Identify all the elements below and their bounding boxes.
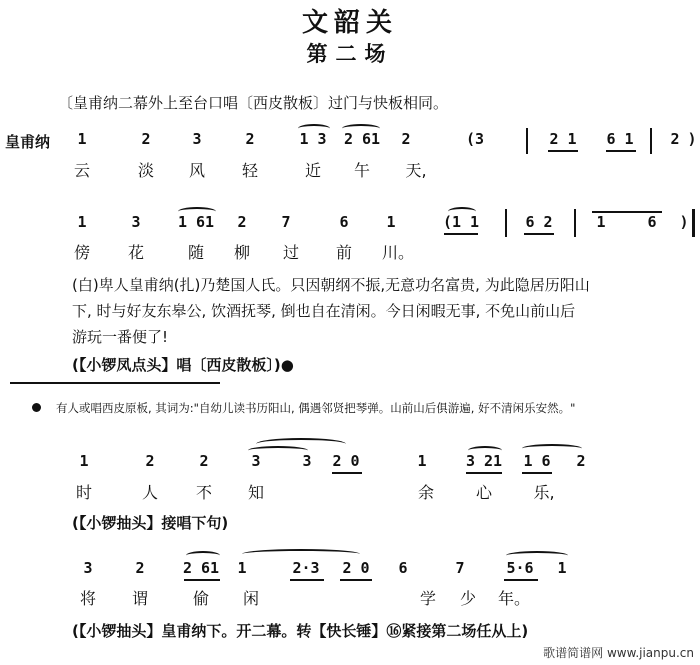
note: 2·3 — [292, 559, 320, 577]
bar-line — [505, 209, 507, 237]
lyric: 天, — [405, 161, 427, 180]
role-name: 皇甫纳 — [5, 133, 51, 151]
note: 6 1 — [606, 130, 634, 148]
note: 2 — [576, 452, 586, 470]
lyric-line-2 — [0, 240, 700, 270]
lyric: 知 — [247, 483, 265, 502]
footnote-separator — [10, 382, 220, 384]
slur — [468, 446, 502, 455]
note: 1 — [79, 452, 89, 470]
note: 3 — [302, 452, 312, 470]
note: (3 — [465, 130, 485, 148]
note: 1 — [596, 213, 606, 231]
watermark: 歌谱简谱网 www.jianpu.cn — [543, 646, 694, 660]
slur — [448, 207, 476, 216]
lyric: 前 — [335, 243, 353, 262]
note: 7 — [281, 213, 291, 231]
lyric: 川。 — [381, 243, 415, 262]
note: ) — [687, 130, 697, 148]
note: 2 61 — [182, 559, 220, 577]
slur — [506, 551, 568, 560]
bar-line — [574, 209, 576, 237]
lyric: 谓 — [131, 589, 149, 608]
underline — [606, 150, 636, 152]
score-line-3 — [0, 452, 700, 482]
note: 3 — [131, 213, 141, 231]
lyric: 傍 — [73, 243, 91, 262]
lyric: 柳 — [233, 243, 251, 262]
opera-title: 文韶关 — [301, 8, 398, 38]
final-direction: (【小锣抽头】皇甫纳下。开二幕。转【快长锤】⑯紧接第二场任从上) — [72, 622, 529, 640]
lyric: 时 — [75, 483, 93, 502]
note: 3 21 — [465, 452, 503, 470]
note: 1 — [557, 559, 567, 577]
lyric-line-4 — [0, 586, 700, 616]
bar-line — [526, 128, 528, 154]
lyric: 心 — [475, 483, 493, 502]
underline — [332, 472, 362, 474]
lyric-line-1 — [0, 158, 700, 188]
music-cue: (【小锣凤点头】唱〔西皮散板〕)● — [72, 356, 294, 374]
note: 2 — [145, 452, 155, 470]
note: 3 — [83, 559, 93, 577]
lyric: 轻 — [241, 161, 259, 180]
note: 6 2 — [525, 213, 553, 231]
note: 1 3 — [299, 130, 327, 148]
footnote: 有人或唱西皮原板, 其词为:"自幼儿读书历阳山, 偶遇邻贤把琴弹。山前山后俱游遍, 好不清闲乐安然。" — [56, 401, 576, 415]
lyric: 淡 — [137, 161, 155, 180]
slur — [178, 207, 216, 216]
note: 6 — [398, 559, 408, 577]
note: 6 — [647, 213, 657, 231]
note: 5·6 — [506, 559, 534, 577]
note: 2 — [135, 559, 145, 577]
score-line-2 — [0, 213, 700, 243]
slur — [242, 549, 360, 559]
note: 1 6 — [523, 452, 551, 470]
slur — [342, 124, 380, 133]
note: 2 — [141, 130, 151, 148]
lyric: 不 — [195, 483, 213, 502]
underline — [466, 472, 502, 474]
note: 1 — [386, 213, 396, 231]
underline — [184, 579, 220, 581]
scene-title: 第二场 — [306, 42, 394, 66]
note: 2 1 — [549, 130, 577, 148]
score-line-1 — [0, 130, 700, 160]
slur — [248, 446, 308, 455]
lyric: 偷 — [192, 589, 210, 608]
note: (1 1 — [442, 213, 480, 231]
lyric: 人 — [141, 483, 159, 502]
underline — [524, 233, 554, 235]
lyric-line-3 — [0, 480, 700, 510]
note: 7 — [455, 559, 465, 577]
slur — [298, 124, 330, 133]
underline — [340, 579, 372, 581]
speech-line-2: 下, 时与好友东皋公, 饮酒抚琴, 倒也自在清闲。今日闲暇无事, 不免山前山后 — [72, 302, 576, 320]
note: 3 — [192, 130, 202, 148]
lyric: 少 — [459, 589, 477, 608]
note: 1 — [77, 130, 87, 148]
note: 1 61 — [177, 213, 215, 231]
lyric: 近 — [304, 161, 322, 180]
underline — [592, 211, 662, 213]
bar-line — [692, 209, 695, 237]
note: 1 — [237, 559, 247, 577]
note: 2 — [670, 130, 680, 148]
lyric: 余 — [417, 483, 435, 502]
underline — [504, 579, 538, 581]
note: 1 — [417, 452, 427, 470]
score-line-4 — [0, 559, 700, 589]
underline — [548, 150, 578, 152]
note: 2 0 — [332, 452, 360, 470]
note: ) — [679, 213, 689, 231]
lyric: 风 — [188, 161, 206, 180]
lyric: 花 — [127, 243, 145, 262]
note: 2 — [245, 130, 255, 148]
lyric: 午 — [353, 161, 371, 180]
lyric: 闲 — [242, 589, 260, 608]
lyric: 将 — [79, 589, 97, 608]
lyric: 学 — [419, 589, 437, 608]
slur — [522, 444, 582, 453]
note: 1 — [77, 213, 87, 231]
bar-line — [650, 128, 652, 154]
speech-line-3: 游玩一番便了! — [72, 328, 169, 346]
lyric: 年。 — [497, 589, 531, 608]
lyric: 随 — [187, 243, 205, 262]
slur — [186, 551, 220, 560]
note: 2 61 — [343, 130, 381, 148]
lyric: 云 — [73, 161, 91, 180]
underline — [444, 233, 478, 235]
underline — [290, 579, 324, 581]
note: 6 — [339, 213, 349, 231]
note: 2 — [401, 130, 411, 148]
cue-line-2: (【小锣抽头】接唱下句) — [72, 514, 229, 532]
note: 2 — [199, 452, 209, 470]
stage-direction: 〔皇甫纳二幕外上至台口唱〔西皮散板〕过门与快板相同。 — [58, 94, 449, 112]
speech-line-1: (白)卑人皇甫纳(扎)乃楚国人氏。只因朝纲不振,无意功名富贵, 为此隐居历阳山 — [72, 276, 590, 294]
note: 2 — [237, 213, 247, 231]
footnote-bullet — [32, 403, 41, 412]
note: 2 0 — [342, 559, 370, 577]
lyric: 过 — [282, 243, 300, 262]
underline — [522, 472, 552, 474]
note: 3 — [251, 452, 261, 470]
lyric: 乐, — [533, 483, 555, 502]
